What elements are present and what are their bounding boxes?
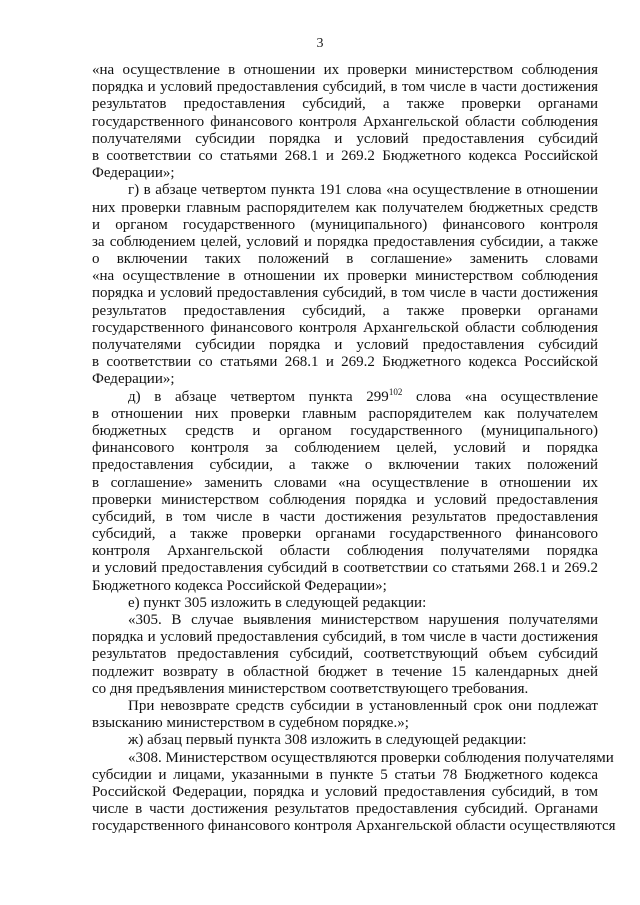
text-line: в отношении них проверки главным распорядителем как получателем	[92, 405, 598, 422]
text-line: контроля Архангельской области соблюдения получателями порядка	[92, 543, 598, 560]
text-line: порядка и условий предоставления субсидий, в том числе в части достижения	[92, 79, 598, 96]
text-line: Федерации»;	[92, 371, 175, 388]
text-line: «308. Министерством осуществляются проверки соблюдения получателями	[128, 749, 614, 766]
text-line: о включении таких положений в соглашение» заменить словами	[92, 251, 598, 268]
page-number: 3	[316, 36, 324, 51]
text-line: в соглашение» заменить словами «на осуществление в отношении их	[92, 474, 598, 491]
text-line	[92, 386, 598, 406]
text-line: подлежит возврату в областной бюджет в течение 15 календарных дней	[92, 663, 598, 680]
text-line: государственного финансового контроля Архангельской области соблюдения	[92, 113, 598, 130]
text-line: порядка и условий предоставления субсидий, в том числе в части достижения	[92, 285, 598, 302]
text-line: и органом государственного (муниципального) финансового контроля	[92, 216, 598, 233]
text-line: «на осуществление в отношении их проверки министерством соблюдения	[92, 62, 598, 78]
text-line: бюджетных средств и органом государственного (муниципального)	[92, 422, 598, 439]
text-line: г) в абзаце четвертом пункта 191 слова «на осуществление в отношении	[128, 182, 598, 199]
text-line: проверки министерством соблюдения порядка и условий предоставления	[92, 491, 598, 508]
text-line: них проверки главным распорядителем как получателем бюджетных средств	[92, 199, 598, 216]
text-line: субсидии и лицами, указанными в пункте 5 статьи 78 Бюджетного кодекса	[92, 766, 598, 783]
text-line: финансового контроля за соблюдением целей, условий и порядка	[92, 440, 598, 457]
text-line: субсидий, а также проверки органами государственного финансового	[92, 526, 598, 543]
text-line: «305. В случае выявления министерством нарушения получателями	[128, 612, 598, 628]
text-line: При невозврате средств субсидии в установленный срок они подлежат	[128, 697, 598, 714]
text-line: Российской Федерации, порядка и условий предоставления субсидий, в том	[92, 783, 598, 800]
text-line: предоставления субсидии, а также о включении таких положений	[92, 457, 598, 474]
text-line: числе в части достижения результатов предоставления субсидий. Органами	[92, 801, 598, 818]
text-segment: д) в абзаце четвертом пункта 299	[128, 388, 389, 405]
text-line: взысканию министерством в судебном порядке.»;	[92, 715, 409, 732]
text-line: за соблюдением целей, условий и порядка предоставления субсидии, а также	[92, 233, 598, 250]
text-line: результатов предоставления субсидий, а также проверки органами	[92, 302, 598, 319]
text-line: порядка и условий предоставления субсидий, в том числе в части достижения	[92, 629, 598, 646]
text-line: е) пункт 305 изложить в следующей редакции:	[128, 594, 427, 611]
text-line: получателями субсидии порядка и условий предоставления субсидий	[92, 130, 598, 147]
text-line: «на осуществление в отношении их проверки министерством соблюдения	[92, 268, 598, 285]
text-line: субсидий, в том числе в части достижения результатов предоставления	[92, 508, 598, 525]
text-line: Бюджетного кодекса Российской Федерации»;	[92, 577, 387, 594]
text-line: ж) абзац первый пункта 308 изложить в следующей редакции:	[128, 732, 527, 749]
text-line: получателями субсидии порядка и условий предоставления субсидий	[92, 337, 598, 353]
text-line: государственного финансового контроля Архангельской области осуществляются	[92, 818, 616, 835]
superscript: 102	[388, 386, 403, 397]
text-line: результатов предоставления субсидий, а также проверки органами	[92, 96, 598, 113]
text-line: и условий предоставления субсидий в соответствии со статьями 268.1 и 269.2	[92, 560, 598, 577]
text-line: в соответствии со статьями 268.1 и 269.2 Бюджетного кодекса Российской	[92, 147, 598, 164]
text-segment: слова «на осуществление	[402, 388, 598, 405]
text-line: государственного финансового контроля Архангельской области соблюдения	[92, 319, 598, 336]
text-line: со дня предъявления министерством соответствующего требования.	[92, 680, 529, 697]
text-line: результатов предоставления субсидий, соответствующий объем субсидий	[92, 646, 598, 663]
text-line: Федерации»;	[92, 165, 175, 182]
text-line: в соответствии со статьями 268.1 и 269.2 Бюджетного кодекса Российской	[92, 354, 598, 371]
document-body	[92, 62, 616, 835]
